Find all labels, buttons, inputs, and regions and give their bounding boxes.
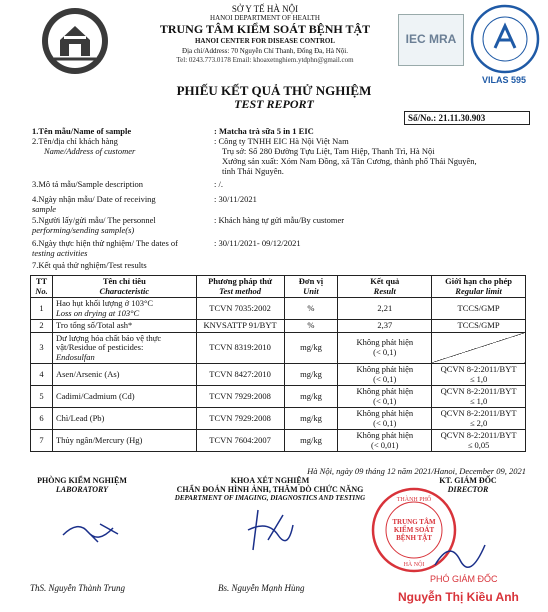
- customer-address-1: Trụ sở: Số 280 Đường Tựu Liệt, Tam Hiệp, Thanh Trì, Hà Nội: [222, 146, 435, 156]
- header-limit: Giới hạn cho phép Regular limit: [432, 276, 526, 298]
- svg-text:THÀNH PHỐ: THÀNH PHỐ: [396, 497, 432, 503]
- dept-signer-name: Bs. Nguyễn Mạnh Hùng: [218, 583, 305, 593]
- sample-name-label: 1.Tên mẫu/Name of sample: [32, 126, 132, 136]
- table-row: 6 Chì/Lead (Pb) TCVN 7929:2008 mg/kg Không phát hiện (< 0,1) QCVN 8-2:2011/BYT ≤ 2,0: [31, 408, 526, 430]
- test-dates-label-2: testing activities: [32, 248, 88, 258]
- dept-signature-block: [150, 476, 390, 503]
- dept-name-en: HANOI DEPARTMENT OF HEALTH: [210, 14, 320, 22]
- svg-text:TRUNG TÂM: TRUNG TÂM: [392, 518, 436, 526]
- sample-desc-label: 3.Mô tả mẫu/Sample description: [32, 179, 143, 189]
- report-title: PHIẾU KẾT QUẢ THỬ NGHIỆM: [176, 83, 372, 98]
- table-row: 4 Asen/Arsenic (As) TCVN 8427:2010 mg/kg Không phát hiện (< 0,1) QCVN 8-2:2011/BYT ≤ 1,0: [31, 364, 526, 386]
- table-header-row: [31, 276, 526, 298]
- customer-label: 2.Tên/địa chỉ khách hàng: [32, 136, 118, 146]
- iec-mra-label: IEC MRA: [405, 32, 457, 46]
- director-signature: [430, 535, 490, 575]
- lab-title-en: LABORATORY: [55, 485, 109, 494]
- report-title-en: TEST REPORT: [234, 97, 314, 111]
- sender-value: : Khách hàng tự gửi mẫu/By customer: [214, 215, 345, 225]
- dept-title: KHOA XÉT NGHIỆM: [230, 476, 310, 485]
- customer-address-3: tỉnh Thái Nguyên.: [222, 166, 284, 176]
- contact-text: Tel: 0243.773.0178 Email: khoaxetnghiem.ytdphn@gmail.com: [176, 56, 354, 64]
- header-method: Phương pháp thử Test method: [196, 276, 284, 298]
- accreditation-seal: [470, 4, 540, 74]
- center-name-en: HANOI CENTER FOR DISEASE CONTROL: [194, 37, 336, 45]
- vilas-label: VILAS 595: [482, 75, 527, 85]
- director-name: Nguyễn Thị Kiều Anh: [398, 590, 519, 604]
- receive-date-label: 4.Ngày nhận mẫu/ Date of receiving: [32, 194, 156, 204]
- table-row: 1 Hao hụt khối lượng ở 103°C Loss on drying at 103°C TCVN 7035:2002 % 2,21 TCCS/GMP: [31, 298, 526, 320]
- iec-mra-badge: [398, 14, 464, 66]
- director-title: KT. GIÁM ĐỐC: [439, 476, 497, 485]
- table-row: 3 Dư lượng hóa chất bảo vệ thực vật/Residue of pesticides: Endosulfan TCVN 8319:2010 mg/kg Không phát hiện (< 0,1): [31, 332, 526, 364]
- lab-signature: [58, 510, 128, 550]
- svg-text:KIỂM SOÁT: KIỂM SOÁT: [393, 526, 435, 534]
- report-date: Hà Nội, ngày 09 tháng 12 năm 2021/Hanoi, December 09, 2021: [307, 466, 526, 476]
- lab-title: PHÒNG KIỂM NGHIỆM: [37, 476, 127, 485]
- header-unit: Đơn vị Unit: [284, 276, 338, 298]
- sample-desc-value: : /.: [214, 179, 223, 189]
- lab-signature-block: [22, 476, 142, 494]
- table-row: 5 Cadimi/Cadmium (Cd) TCVN 7929:2008 mg/kg Không phát hiện (< 0,1) QCVN 8-2:2011/BYT ≤ 1,0: [31, 386, 526, 408]
- vice-director-title: PHÓ GIÁM ĐỐC: [430, 574, 498, 584]
- test-dates-label: 6.Ngày thực hiện thử nghiệm/ The dates of: [32, 238, 178, 248]
- diagonal-cell: [432, 332, 526, 364]
- dept-signature: [238, 505, 298, 555]
- receive-date-value: : 30/11/2021: [214, 194, 257, 204]
- header-result: Kết quả Result: [338, 276, 432, 298]
- organization-logo: [40, 6, 110, 76]
- dept-subtitle: CHẨN ĐOÁN HÌNH ẢNH, THĂM DÒ CHỨC NĂNG: [176, 485, 364, 494]
- customer-value: : Công ty TNHH EIC Hà Nội Việt Nam: [214, 136, 349, 146]
- customer-label-en: Name/Address of customer: [44, 146, 136, 156]
- dept-name: SỞ Y TẾ HÀ NỘI: [231, 4, 299, 14]
- customer-address-2: Xưởng sản xuất: Xóm Nam Đồng, xã Tân Cương, thành phố Thái Nguyên,: [222, 156, 477, 166]
- test-dates-value: : 30/11/2021- 09/12/2021: [214, 238, 301, 248]
- header-no: TT No.: [31, 276, 53, 298]
- table-row: 7 Thủy ngân/Mercury (Hg) TCVN 7604:2007 mg/kg Không phát hiện (< 0,01) QCVN 8-2:2011/BYT ≤ 0,05: [31, 430, 526, 452]
- dept-subtitle-en: DEPARTMENT OF IMAGING, DIAGNOSTICS AND TESTING: [174, 494, 366, 502]
- table-row: 2 Tro tổng số/Total ash* KNVSATTP 91/BYT % 2,37 TCCS/GMP: [31, 320, 526, 333]
- svg-text:HÀ NỘI: HÀ NỘI: [403, 562, 425, 568]
- results-label: 7.Kết quả thử nghiệm/Test results: [32, 260, 147, 270]
- center-name: TRUNG TÂM KIỂM SOÁT BỆNH TẬT: [159, 22, 371, 36]
- results-table: [30, 275, 526, 452]
- header-characteristic: Tên chỉ tiêu Characteristic: [52, 276, 196, 298]
- svg-text:BỆNH TẬT: BỆNH TẬT: [396, 534, 432, 542]
- lab-signer-name: ThS. Nguyễn Thành Trung: [30, 583, 126, 593]
- sender-label-2: performing/sending sample(s): [32, 225, 135, 235]
- receive-date-label-2: sample: [32, 204, 57, 214]
- director-title-en: DIRECTOR: [447, 485, 489, 494]
- address-text: Địa chỉ/Address: 70 Nguyễn Chí Thanh, Đống Đa, Hà Nội.: [182, 47, 348, 55]
- report-number: Số/No.: 21.11.30.903: [404, 111, 530, 125]
- sender-label: 5.Người lấy/gửi mẫu/ The personnel: [32, 215, 156, 225]
- sample-name-value: : Matcha trà sữa 5 in 1 EIC: [214, 126, 314, 136]
